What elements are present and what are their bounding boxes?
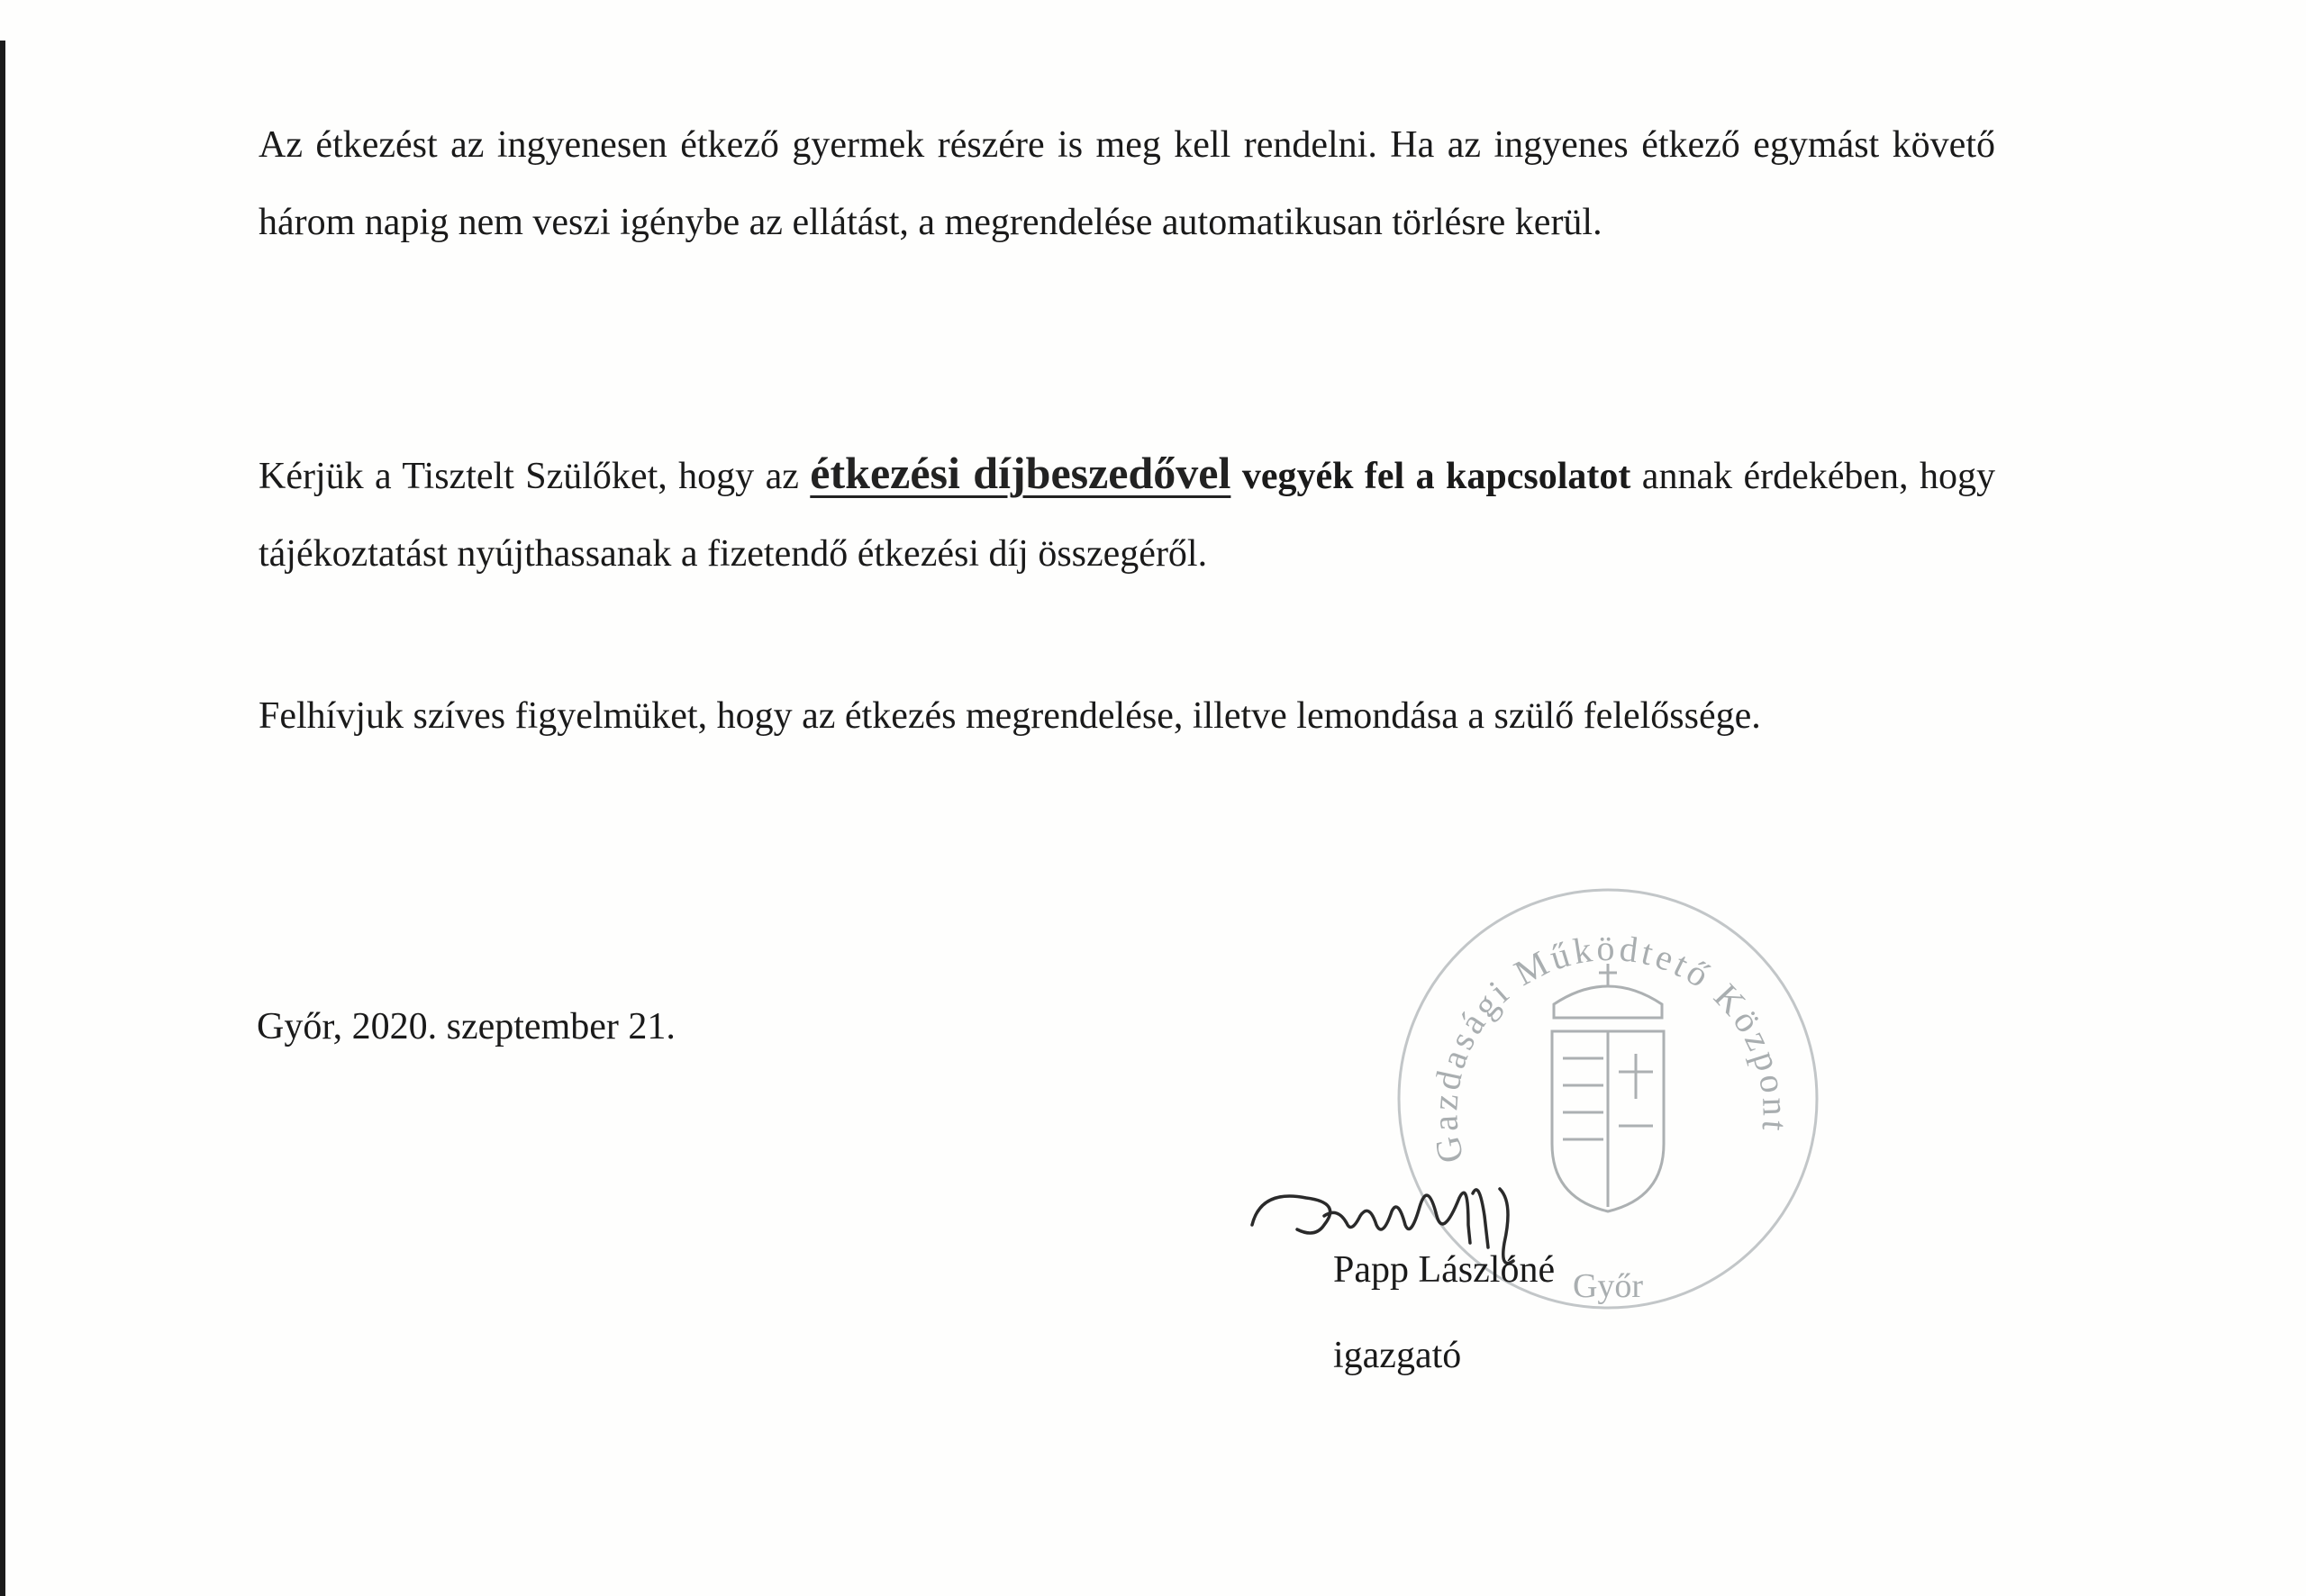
stamp-arc-text: Gazdasági Működtető Központ bbox=[1424, 927, 1796, 1167]
signer-name: Papp Lászlóné bbox=[1333, 1249, 1556, 1291]
paragraph-2-rest: annak érdekében, hogy tájékoztatást nyújthassanak a fizetendő étkezési díj összegéről. bbox=[259, 456, 1995, 575]
signer-title: igazgató bbox=[1333, 1335, 1462, 1376]
paragraph-contact-collector bbox=[259, 434, 1995, 593]
page-left-border bbox=[0, 41, 5, 1596]
stamp-city-text: Győr bbox=[1572, 1267, 1644, 1305]
highlighted-meal-fee-collector: étkezési díjbeszedővel bbox=[810, 448, 1231, 498]
bold-contact-text: vegyék fel a kapcsolatot bbox=[1230, 456, 1631, 497]
paragraph-free-meals: Az étkezést az ingyenesen étkező gyermek részére is meg kell rendelni. Ha az ingyenes étkező egymást követő három napig nem veszi igénybe az ellátást, a megrendelése automatikusan törlésre kerül. bbox=[259, 124, 1995, 243]
date-place-line: Győr, 2020. szeptember 21. bbox=[257, 1006, 676, 1047]
paragraph-parent-responsibility: Felhívjuk szíves figyelmüket, hogy az étkezés megrendelése, illetve lemondása a szülő felelőssége. bbox=[259, 695, 1761, 737]
paragraph-2-intro: Kérjük a Tisztelt Szülőket, hogy az bbox=[259, 456, 811, 497]
